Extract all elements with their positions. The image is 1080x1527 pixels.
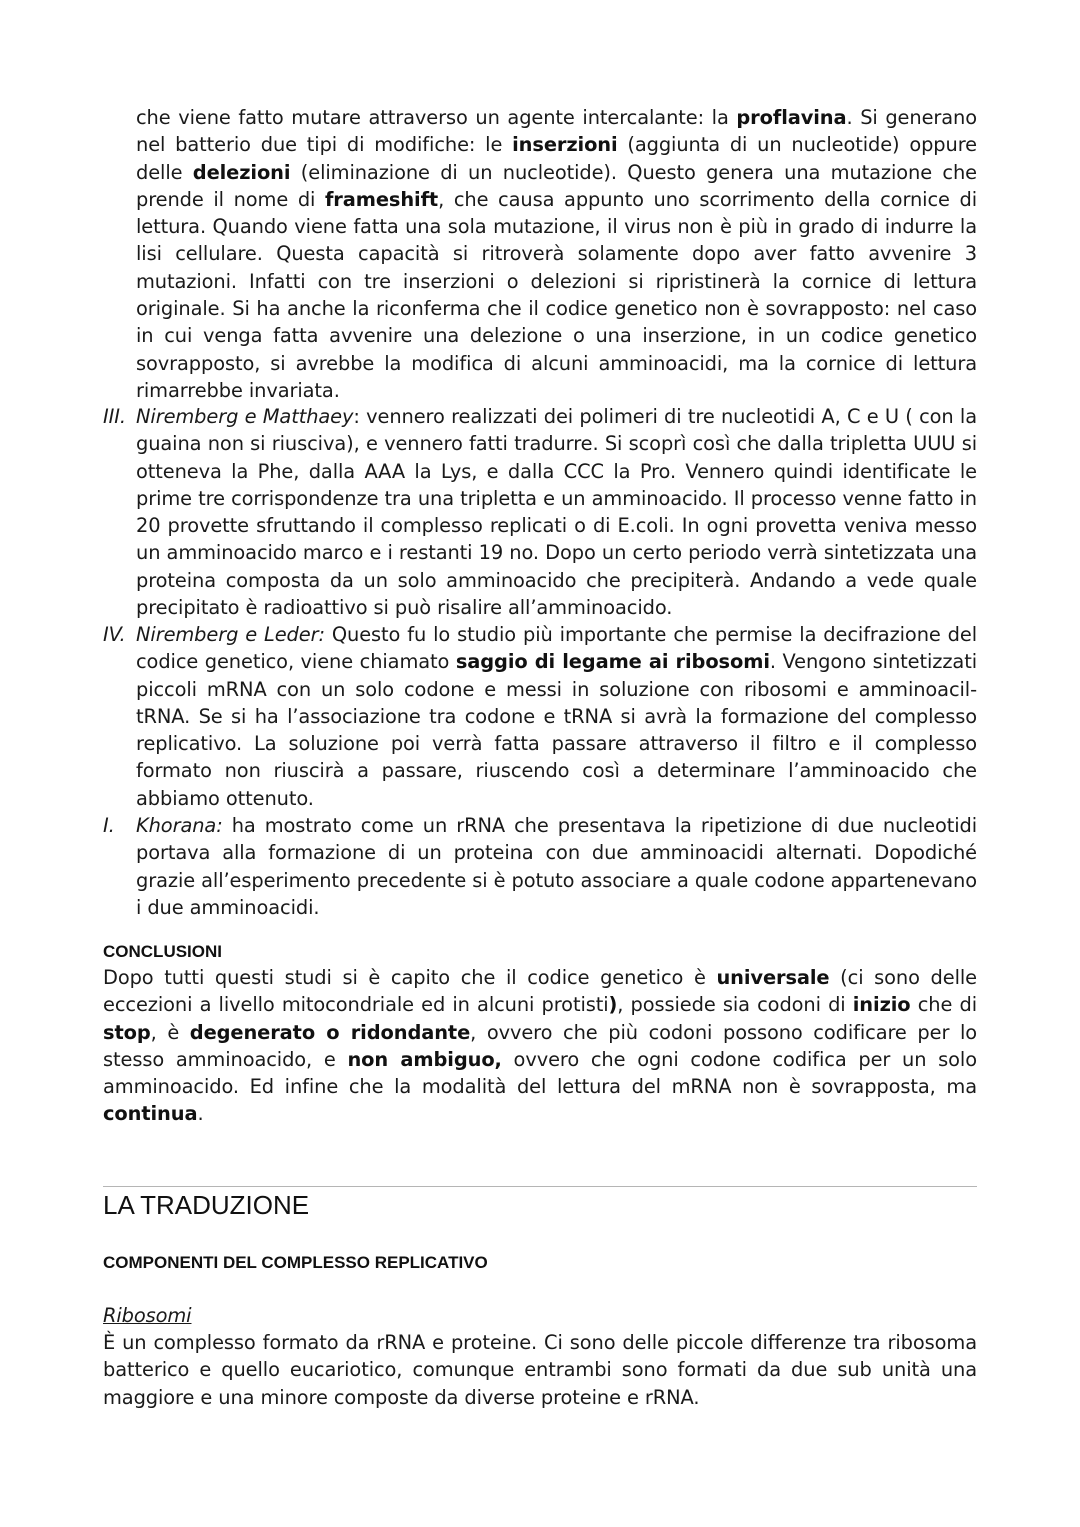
text-span: , è	[150, 1020, 190, 1044]
term-frameshift: frameshift	[324, 187, 439, 211]
item-title: Niremberg e Leder:	[136, 623, 325, 646]
list-item-niremberg-matthaey	[136, 403, 977, 621]
term-delezioni: delezioni	[192, 160, 291, 184]
text-span: (aggiunta di un nucleotide) oppure delle	[136, 133, 977, 184]
text-span: )	[608, 993, 618, 1017]
heading-componenti: COMPONENTI DEL COMPLESSO REPLICATIVO	[103, 1253, 488, 1272]
text-span: . Vengono sintetizzati piccoli mRNA con un solo codone e messi in soluzione con ribosomi e amminoacil-tRNA. Se si ha l’associazione tra codone e tRNA si avrà la formazione del complesso replicativo. La soluzione poi verrà fatta passare attraverso il filtro e il complesso formato non riuscirà a passare, riuscendo così a determinare l’amminoacido che abbiamo ottenuto.	[136, 650, 977, 810]
list-numeral-i: I.	[103, 814, 115, 837]
text-span: (ci sono delle eccezioni a livello mitocondriale ed in alcuni protisti	[103, 966, 977, 1017]
heading-conclusioni: CONCLUSIONI	[103, 942, 222, 961]
list-item-niremberg-leder	[136, 621, 977, 812]
subheading-ribosomi	[103, 1302, 977, 1329]
text-span: ha mostrato come un rRNA che presentava la ripetizione di due nucleotidi portava alla formazione di un proteina con due amminoacidi alternati. Dopodiché grazie all’esperimento precedente si è potuto associare a quale codone appartenevano i due amminoacidi.	[136, 814, 977, 919]
list-numeral-iv: IV.	[103, 623, 126, 646]
conclusioni-paragraph	[103, 964, 977, 1128]
text-span: Questo fu lo studio più importante che permise la decifrazione del codice genetico, viene chiamato	[136, 623, 977, 674]
text-span: che viene fatto mutare attraverso un agente intercalante: la	[136, 106, 737, 129]
term-inizio: inizio	[852, 993, 911, 1017]
heading-la-traduzione: LA TRADUZIONE	[103, 1190, 310, 1220]
term-inserzioni: inserzioni	[512, 133, 618, 157]
text-span: , possiede sia codoni di	[617, 993, 853, 1017]
list-numeral-iii: III.	[103, 405, 126, 428]
item-title: Khorana:	[136, 814, 223, 837]
term-continua: continua	[103, 1102, 198, 1126]
ribosomi-paragraph: È un complesso formato da rRNA e proteine. Ci sono delle piccole differenze tra ribosoma batterico e quello eucariotico, comunque entrambi sono formati da due sub unità una maggiore e una minore composte da diverse proteine e rRNA.	[103, 1331, 977, 1409]
term-non-ambiguo: non ambiguo,	[347, 1047, 502, 1071]
text-span: . Si generano nel batterio due tipi di modifiche: le	[136, 106, 978, 157]
section-divider	[103, 1186, 977, 1187]
term-stop: stop	[103, 1020, 151, 1044]
text-span: , che causa appunto uno scorrimento della cornice di lettura. Quando viene fatta una sola mutazione, il virus non è più in grado di indurre la lisi cellulare. Questa capacità si ritroverà solamente dopo aver fatto avvenire 3 mutazioni. Infatti con tre inserzioni o delezioni si ripristinerà la cornice di lettura originale. Si ha anche la riconferma che il codice genetico non è sovrapposto: nel caso in cui venga fatta avvenire una delezione o una inserzione, in un codice genetico sovrapposto, si avrebbe la modifica di alcuni amminoacidi, ma la cornice di lettura rimarrebbe invariata.	[136, 187, 977, 402]
list-item-khorana	[136, 812, 977, 921]
ribosomi-title: Ribosomi	[103, 1304, 192, 1327]
text-span: : vennero realizzati dei polimeri di tre nucleotidi A, C e U ( con la guaina non si riusciva), e vennero fatti tradurre. Si scoprì così che dalla tripletta UUU si otteneva la Phe, dalla AAA la Lys, e dalla CCC la Pro. Vennero quindi identificate le prime tre corrispondenze tra una tripletta e un amminoacido. Il processo venne fatto in 20 provette sfruttando il complesso replicati o di E.coli. In ogni provetta veniva messo un amminoacido marco e i restanti 19 no. Dopo un certo periodo verrà sintetizzata una proteina composta da un solo amminoacido che precipiterà. Andando a vede quale precipitato è radioattivo si può risalire all’amminoacido.	[136, 405, 977, 620]
text-span: ovvero che ogni codone codifica per un solo amminoacido. Ed infine che la modalità del lettura del mRNA non è sovrapposta, ma	[103, 1047, 977, 1099]
item-title: Niremberg e Matthaey	[136, 405, 354, 428]
text-span: .	[197, 1102, 204, 1126]
text-span: , ovvero che più codoni possono codificare per lo stesso amminoacido, e	[103, 1020, 977, 1071]
text-span: (eliminazione di un nucleotide). Questo genera una mutazione che prende il nome di	[136, 160, 977, 211]
text-span: che di	[910, 993, 977, 1017]
item-continuation-paragraph	[136, 104, 977, 404]
term-saggio: saggio di legame ai ribosomi	[455, 650, 770, 674]
term-universale: universale	[716, 966, 830, 989]
text-span: Dopo tutti questi studi si è capito che il codice genetico è	[103, 966, 717, 989]
term-proflavina: proflavina	[736, 106, 847, 129]
term-degenerato: degenerato o ridondante	[189, 1020, 471, 1044]
